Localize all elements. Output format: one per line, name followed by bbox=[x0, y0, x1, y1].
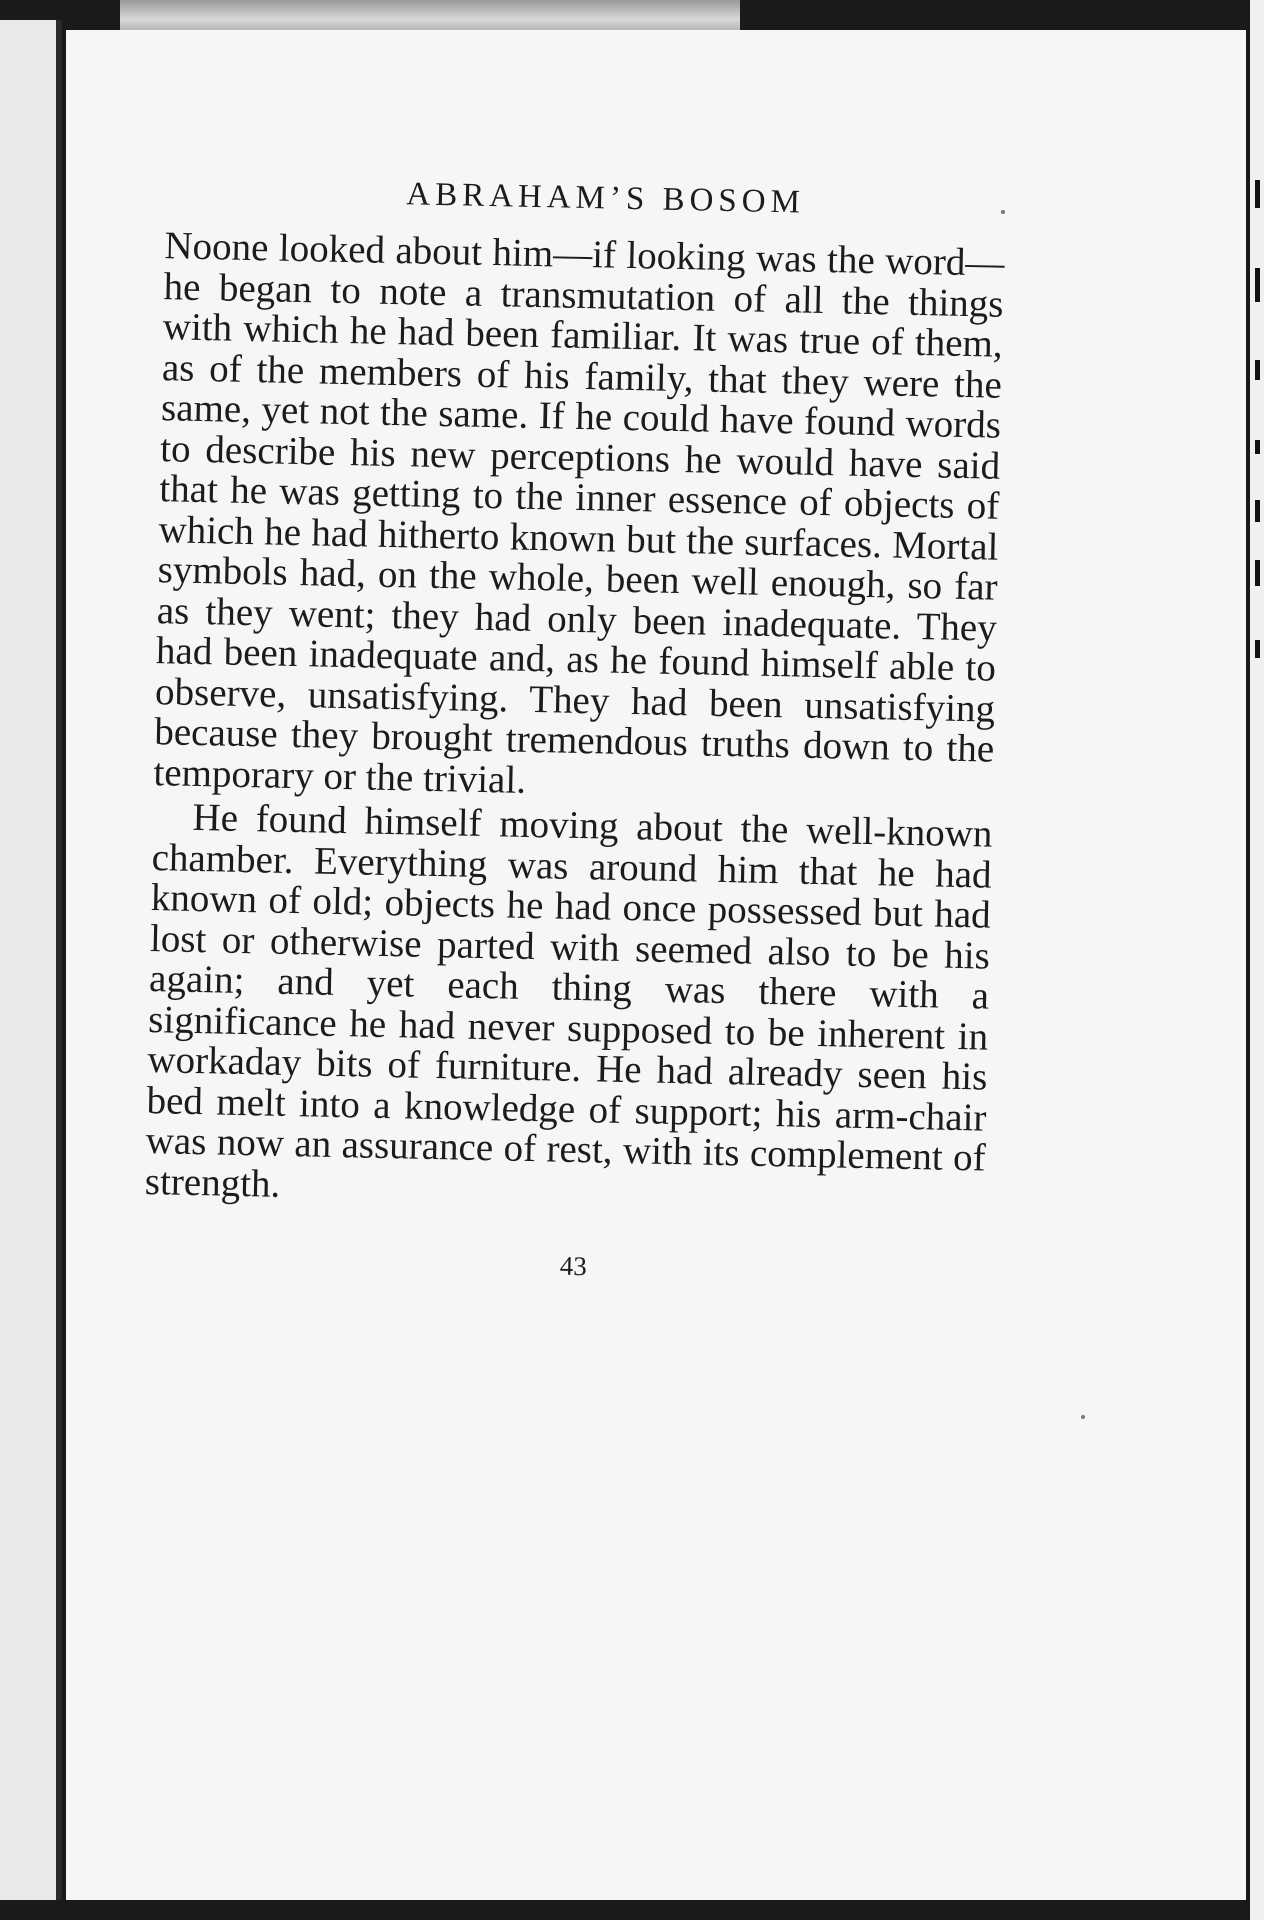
paragraph-2: He found himself moving about the well-known chamber. Everything was around him that he had known of old; objects he had once possessed but had lost or otherwise parted with seemed also to be his again; and yet each thing was there with a significance he had never supposed to be inherent in workaday bits of furniture. He had already seen his bed melt into a knowledge of support; his arm-chair was now an assurance of rest, with its complement of strength. bbox=[144, 795, 993, 1206]
edge-mark bbox=[1255, 640, 1260, 658]
book-page bbox=[66, 30, 1246, 1900]
right-page-edge bbox=[1250, 0, 1264, 1920]
edge-mark bbox=[1255, 360, 1260, 380]
edge-mark bbox=[1255, 440, 1260, 454]
text-block bbox=[143, 171, 1006, 1290]
speck bbox=[1081, 1415, 1085, 1419]
facing-page-edge bbox=[0, 20, 62, 1900]
running-head: ABRAHAM’S BOSOM bbox=[405, 176, 806, 221]
edge-mark bbox=[1255, 500, 1260, 522]
edge-mark bbox=[1255, 268, 1260, 302]
edge-mark bbox=[1255, 560, 1260, 586]
paragraph-1: Noone looked about him—if looking was the word—he began to note a transmutation of all the things with which he had been familiar. It was true of them, as of the members of his family, that they were the same, yet not the same. If he could have found words to describe his new perceptions he would have said that he was getting to the inner essence of objects of which he had hitherto known but the surfaces. Mortal symbols had, on the whole, been well enough, so far as they went; they had only been inadequate. They had been inadequate and, as he found himself able to observe, unsatisfying. They had been unsatisfying because they brought tremendous truths down to the temporary or the trivial. bbox=[153, 224, 1005, 802]
edge-mark bbox=[1255, 180, 1260, 208]
book-top-edge bbox=[120, 0, 740, 32]
page-number: 43 bbox=[559, 1250, 588, 1282]
